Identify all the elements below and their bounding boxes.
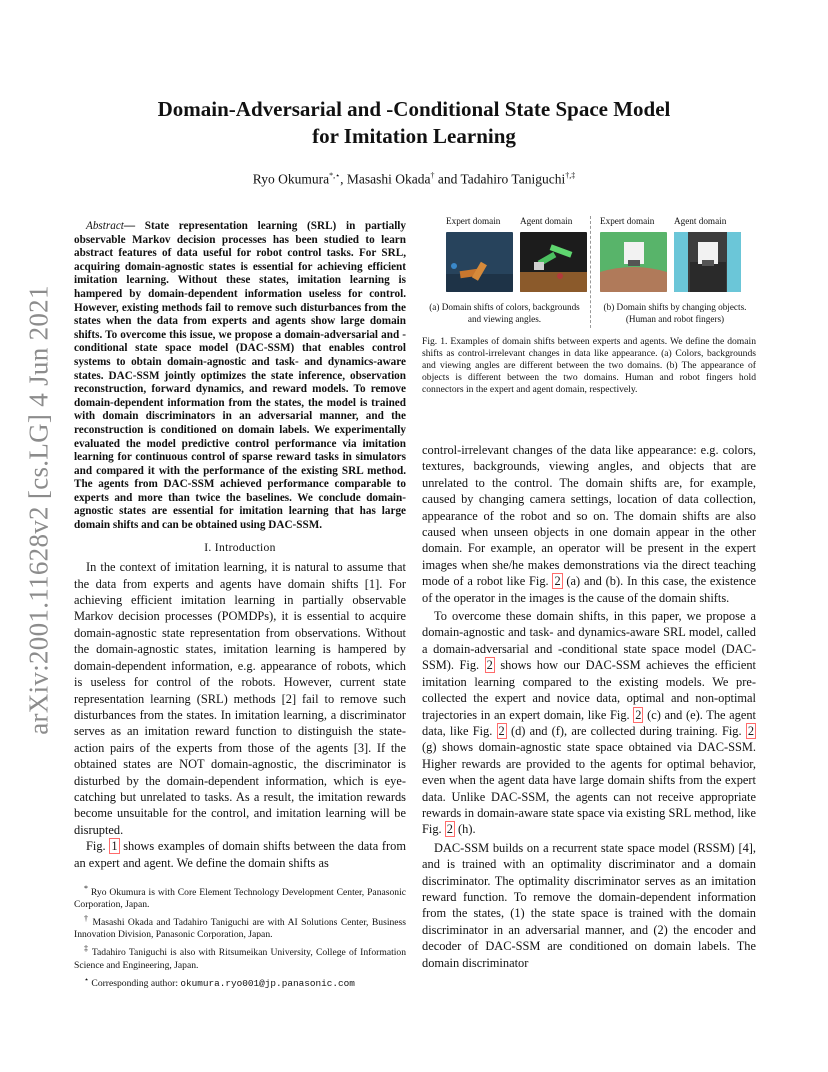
paragraph (422, 442, 756, 606)
section-body (74, 559, 406, 871)
arxiv-id: arXiv:2001.11628v2 [cs.LG] 4 Jun 2021 (23, 285, 54, 735)
text-run: shows how our DAC-SSM achieves the efficient imitation learning compared to the existing models. We pre-collected the expert and novice data, optimal and non-optimal trajectories in an expert domain, like Fig. (422, 658, 756, 722)
text-run: (a) and (b). In this case, the existence of the operator in the images is the cause of the domain shifts. (422, 574, 756, 605)
author-mark: †,‡ (565, 171, 576, 180)
footnote-text: Masashi Okada and Tadahiro Taniguchi are with AI Solutions Center, Business Innovation Division, Panasonic Corporation, Japan. (74, 917, 407, 941)
text-run: (d) and (f), are collected during training. Fig. (506, 723, 746, 738)
footnote-mark: † (84, 914, 90, 924)
figure-ref-link[interactable]: 2 (446, 822, 453, 837)
footnote-mark: * (84, 883, 88, 893)
figure-ref-link[interactable]: 1 (111, 839, 118, 854)
title-line-2: for Imitation Learning (312, 124, 516, 148)
footnote (74, 883, 406, 911)
figure-1 (422, 216, 756, 416)
subcaption-a: (a) Domain shifts of colors, backgrounds and viewing angles. (429, 302, 580, 324)
text-run: To overcome these domain shifts, in this paper, we propose a domain-agnostic and task- and dynamics-aware SRL model, called a domain-adversarial and -conditional state space model (DAC-SSM). Fig. (422, 609, 756, 673)
author-list (0, 171, 828, 188)
left-column (74, 220, 406, 992)
paragraph (74, 838, 406, 871)
footnote (74, 943, 406, 971)
robot-arm-illustration (520, 232, 587, 292)
paragraph: In the context of imitation learning, it is natural to assume that the data from experts and agents have domain shifts [1]. For achieving efficient imitation learning in partially observable Markov decision processes (POMDPs), it is essential to acquire domain-agnostic state representation from observations. Without the domain-agnostic states, imitation learning is hampered by domain-dependent information, e.g. appearance of robots, which is useless for control of the robots. However, current state representation learning (SRL) methods [2] fail to remove such disturbances from the states. In imitation learning, a discriminator serves as an imitation reward function to distinguish the state-action pairs of the experts from those of the agents [3]. If the obtained states are NOT domain-agnostic, the discriminator is disturbed by the domain-dependent information, which is eye-catching but unrelated to tasks. As a result, the imitation rewards become unsuitable for the control, and imitation learning will be disrupted. (74, 560, 406, 837)
text-run: Fig. (86, 839, 110, 854)
author-name: Tadahiro Taniguchi (460, 171, 566, 187)
paragraph: DAC-SSM builds on a recurrent state space model (RSSM) [4], and is trained with an optimality discriminator and a domain discriminator. The optimality discriminator serves as an imitation reward function. To remove the domain-dependent information from the states, (1) the state space is trained with the domain discriminator in an adversarial manner, and (2) the encoder and decoder of DAC-SSM are conditioned on domain labels. The domain discriminator (422, 840, 756, 970)
figure-image-expert-finger (600, 232, 667, 292)
figure-panel-label: Expert domain (600, 216, 655, 226)
figure-image-agent-arm (520, 232, 587, 292)
figure-ref-link[interactable]: 2 (554, 574, 561, 589)
author-name: Masashi Okada (346, 171, 431, 187)
text-run: (g) shows domain-agnostic state space obtained via DAC-SSM. Higher rewards are provided to the agents for optimal behavior, even when the agent data have large domain shifts from the expert data. Unlike DAC-SSM, the agents can not receive appropriate rewards in domain-aware state space via existing SRL method, like Fig. (422, 740, 756, 837)
email-link[interactable]: okumura.ryo001@jp.panasonic.com (180, 977, 355, 989)
footnote-text: Tadahiro Taniguchi is also with Ritsumeikan University, College of Information Science and Engineering, Japan. (74, 947, 406, 971)
text-run: control-irrelevant changes of the data like appearance: e.g. colors, textures, backgrounds, viewing angles, and objects that are unrelated to the control. The domain shifts are, for example, caused by changing camera settings, location of data collection, appearance of the robot and so on. The domain shifts are also caused when unseen objects in one domain appear in the other domain. For example, an operator will be present in the expert images when she/he makes demonstrations via the direct teaching mode of a robot like Fig. (422, 443, 756, 589)
right-column (422, 442, 756, 971)
paper-title (0, 96, 828, 150)
abstract-dash: — (123, 220, 136, 232)
abstract (74, 220, 406, 533)
author-name: Ryo Okumura (252, 171, 330, 187)
subcaption-b: (b) Domain shifts by changing objects. (Human and robot fingers) (603, 302, 747, 324)
paragraph (422, 608, 756, 838)
figure-image-agent-finger (674, 232, 741, 292)
finger-illustration (674, 232, 741, 292)
footnote (74, 913, 406, 941)
finger-illustration (600, 232, 667, 292)
text-run: (c) and (e). The agent data, like Fig. (422, 707, 756, 738)
section-heading: I. Introduction (204, 540, 276, 554)
footnotes (74, 883, 406, 990)
figure-panel-label: Agent domain (520, 216, 573, 226)
author-mark: *,⋆ (329, 171, 341, 180)
figure-ref-link[interactable]: 2 (635, 707, 642, 722)
footnote-mark: ⋆ (84, 974, 90, 984)
figure-panel-label: Agent domain (674, 216, 727, 226)
figure-panel-label: Expert domain (446, 216, 501, 226)
title-line-1: Domain-Adversarial and -Conditional State Space Model (157, 97, 671, 121)
figure-divider (590, 216, 592, 328)
author-separator: , (340, 171, 347, 187)
figure-ref-link[interactable]: 2 (498, 723, 505, 738)
abstract-label: Abstract (86, 220, 124, 232)
author-mark: † (430, 171, 435, 180)
figure-ref-link[interactable]: 2 (747, 723, 755, 738)
text-run: shows examples of domain shifts between the data from an expert and agent. We define the domain shifts as (74, 839, 406, 870)
footnote-mark: ‡ (84, 944, 89, 954)
robot-arm-illustration (446, 232, 513, 292)
figure-caption: Fig. 1. Examples of domain shifts between experts and agents. We define the domain shifts as control-irrelevant changes in data like appearance. (a) Colors, backgrounds and viewing angles are different between the two domains. (b) The appearance of objects is different between the two domains. Human and robot fingers hold connectors in the expert and agent domain, respectively. (422, 336, 756, 395)
text-run: (h). (454, 822, 476, 837)
figure-image-expert-arm (446, 232, 513, 292)
author-separator: and (434, 171, 461, 187)
figure-ref-link[interactable]: 2 (486, 658, 493, 673)
footnote-text: Corresponding author: (89, 977, 181, 989)
footnote (74, 974, 406, 990)
footnote-text: Ryo Okumura is with Core Element Technology Development Center, Panasonic Corporation, Japan. (74, 887, 406, 911)
arxiv-stamp (9, 285, 69, 735)
abstract-text: State representation learning (SRL) in partially observable Markov decision processes has been studied to learn abstract features of data useful for robot control tasks. For SRL, acquiring domain-agnostic states is essential for achieving efficient imitation learning. Without these states, imitation learning is hampered by domain-dependent information useless for control. However, existing methods fail to remove such disturbances from the states when the data from experts and agents show large domain shifts. To overcome this issue, we propose a domain-adversarial and -conditional state space model (DAC-SSM) that enables control systems to obtain domain-agnostic and task- and dynamics-aware states. DAC-SSM jointly optimizes the state inference, observation reconstruction, forward dynamics, and reward models. To remove domain-dependent information from the states, the model is trained with domain discriminators in an adversarial manner, and the reconstruction is conditioned on domain labels. We experimentally evaluated the model predictive control performance via imitation learning for continuous control of sparse reward tasks in simulators and compared it with the performance of the existing SRL method. The agents from DAC-SSM achieved performance comparable to experts and more than twice the baselines. We conclude domain-agnostic states are essential for imitation learning that has large domain shifts and can be obtained using DAC-SSM. (74, 220, 406, 532)
